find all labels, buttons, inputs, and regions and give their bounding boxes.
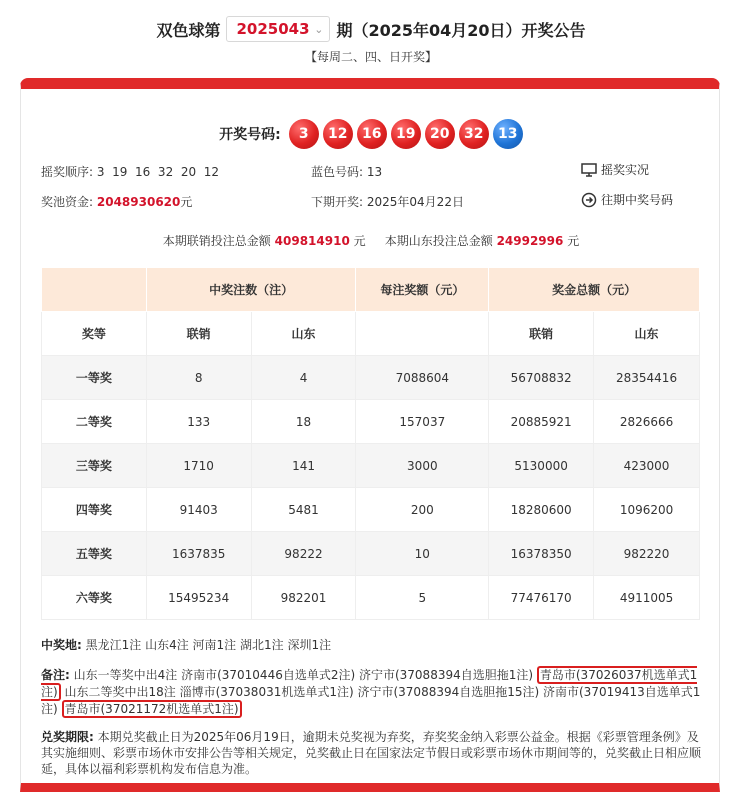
live-draw-label: 摇奖实况 bbox=[601, 163, 650, 177]
prize-pool-unit: 元 bbox=[180, 195, 193, 209]
prize-level: 五等奖 bbox=[42, 532, 147, 576]
per-prize: 7088604 bbox=[356, 356, 489, 400]
total-national: 5130000 bbox=[489, 444, 594, 488]
winners-shandong: 18 bbox=[251, 400, 356, 444]
national-sales-unit: 元 bbox=[353, 234, 366, 248]
next-draw bbox=[311, 193, 464, 210]
national-sales-value: 409814910 bbox=[274, 234, 350, 248]
table-row bbox=[42, 400, 700, 444]
winners-shandong: 982201 bbox=[251, 576, 356, 620]
remarks bbox=[41, 667, 701, 718]
winners-national: 15495234 bbox=[146, 576, 251, 620]
winning-numbers bbox=[21, 119, 721, 149]
per-prize: 10 bbox=[356, 532, 489, 576]
total-shandong: 2826666 bbox=[594, 400, 700, 444]
next-draw-value: 2025年04月22日 bbox=[366, 195, 464, 209]
red-ball: 3 bbox=[289, 119, 319, 149]
prize-level: 四等奖 bbox=[42, 488, 147, 532]
sales-summary bbox=[21, 232, 721, 249]
winners-national: 91403 bbox=[146, 488, 251, 532]
claim-deadline-label: 兑奖期限: bbox=[41, 730, 94, 744]
blue-number bbox=[311, 163, 382, 180]
claim-deadline bbox=[41, 729, 701, 777]
live-draw-link[interactable] bbox=[581, 161, 649, 178]
per-prize: 157037 bbox=[356, 400, 489, 444]
winners-shandong: 4 bbox=[251, 356, 356, 400]
issue-select[interactable] bbox=[226, 16, 330, 42]
shandong-sales-unit: 元 bbox=[567, 234, 580, 248]
subheader-shandong: 山东 bbox=[251, 312, 356, 356]
header-total: 奖金总额（元） bbox=[489, 268, 700, 312]
subheader-shandong: 山东 bbox=[594, 312, 700, 356]
table-row bbox=[42, 532, 700, 576]
national-sales-label: 本期联销投注总金额 bbox=[162, 234, 271, 248]
monitor-icon bbox=[581, 163, 597, 177]
draw-order-value: 3 19 16 32 20 12 bbox=[96, 165, 220, 179]
header-winners: 中奖注数（注） bbox=[146, 268, 356, 312]
winners-shandong: 141 bbox=[251, 444, 356, 488]
prize-pool-label: 奖池资金: bbox=[41, 195, 94, 209]
draw-order bbox=[41, 163, 219, 180]
remarks-label: 备注: bbox=[41, 668, 70, 682]
prize-pool-value: 2048930620 bbox=[96, 195, 181, 209]
history-numbers-link[interactable] bbox=[581, 191, 673, 208]
total-shandong: 28354416 bbox=[594, 356, 700, 400]
announcement-title bbox=[0, 16, 742, 42]
table-row bbox=[42, 488, 700, 532]
highlighted-winner-2: 青岛市(37021172机选单式1注) bbox=[62, 700, 242, 718]
winning-numbers-label: 开奖号码: bbox=[219, 127, 281, 143]
claim-deadline-text: 本期兑奖截止日为2025年06月19日，逾期未兑奖视为弃奖，弃奖奖金纳入彩票公益金。根据《彩票管理条例》及其实施细则、彩票市场休市安排公告等相关规定，兑奖截止日在国家法定节假日或彩票市场休市期间等的，兑奖截止日相应顺延，具体以福利彩票机构发布信息为准。 bbox=[41, 730, 702, 776]
issue-select-value: 2025043 bbox=[236, 20, 310, 38]
winners-national: 1637835 bbox=[146, 532, 251, 576]
table-row bbox=[42, 444, 700, 488]
winners-shandong: 98222 bbox=[251, 532, 356, 576]
prize-level: 三等奖 bbox=[42, 444, 147, 488]
remarks-text-2: 山东二等奖中出18注 淄博市(37038031机选单式1注) 济宁市(37088394自选胆拖15注) 济南市(37019413自选单式1注) bbox=[41, 685, 701, 716]
table-row bbox=[42, 356, 700, 400]
table-header-row bbox=[42, 268, 700, 312]
winners-national: 8 bbox=[146, 356, 251, 400]
history-numbers-label: 往期中奖号码 bbox=[601, 193, 674, 207]
subheader-blank bbox=[356, 312, 489, 356]
blue-number-value: 13 bbox=[366, 165, 383, 179]
header-level: 奖等 bbox=[42, 312, 147, 356]
draw-order-label: 摇奖顺序: bbox=[41, 165, 94, 179]
title-prefix: 双色球第 bbox=[156, 20, 221, 40]
highlighted-winner-1: 青岛市(37026037机选单式1注) bbox=[41, 668, 698, 699]
prize-level: 六等奖 bbox=[42, 576, 147, 620]
header-blank bbox=[42, 268, 147, 312]
chevron-down-icon: ⌄ bbox=[314, 22, 324, 36]
results-panel bbox=[20, 78, 720, 792]
winners-national: 133 bbox=[146, 400, 251, 444]
total-national: 16378350 bbox=[489, 532, 594, 576]
table-row bbox=[42, 576, 700, 620]
per-prize: 200 bbox=[356, 488, 489, 532]
winning-areas-label: 中奖地: bbox=[41, 638, 82, 652]
subheader-national: 联销 bbox=[489, 312, 594, 356]
winning-areas bbox=[41, 637, 701, 653]
next-draw-label: 下期开奖: bbox=[311, 195, 364, 209]
per-prize: 3000 bbox=[356, 444, 489, 488]
red-ball: 12 bbox=[323, 119, 353, 149]
red-ball: 32 bbox=[459, 119, 489, 149]
red-ball: 19 bbox=[391, 119, 421, 149]
prize-level: 一等奖 bbox=[42, 356, 147, 400]
prize-table bbox=[41, 267, 700, 620]
winners-shandong: 5481 bbox=[251, 488, 356, 532]
title-suffix: 期（2025年04月20日）开奖公告 bbox=[336, 20, 586, 40]
table-subheader-row bbox=[42, 312, 700, 356]
winners-national: 1710 bbox=[146, 444, 251, 488]
per-prize: 5 bbox=[356, 576, 489, 620]
draw-schedule: 【每周二、四、日开奖】 bbox=[304, 50, 437, 64]
total-shandong: 4911005 bbox=[594, 576, 700, 620]
total-shandong: 982220 bbox=[594, 532, 700, 576]
remarks-text-1: 山东一等奖中出4注 济南市(37010446自选单式2注) 济宁市(37088394自选胆拖1注) bbox=[69, 668, 537, 682]
blue-ball: 13 bbox=[493, 119, 523, 149]
shandong-sales-value: 24992996 bbox=[496, 234, 564, 248]
red-ball: 20 bbox=[425, 119, 455, 149]
arrow-circle-icon bbox=[581, 192, 597, 208]
total-national: 20885921 bbox=[489, 400, 594, 444]
total-national: 56708832 bbox=[489, 356, 594, 400]
total-national: 18280600 bbox=[489, 488, 594, 532]
subheader-national: 联销 bbox=[146, 312, 251, 356]
total-shandong: 423000 bbox=[594, 444, 700, 488]
blue-number-label: 蓝色号码: bbox=[311, 165, 364, 179]
prize-level: 二等奖 bbox=[42, 400, 147, 444]
total-shandong: 1096200 bbox=[594, 488, 700, 532]
total-national: 77476170 bbox=[489, 576, 594, 620]
winning-areas-value: 黑龙江1注 山东4注 河南1注 湖北1注 深圳1注 bbox=[85, 638, 332, 652]
red-ball: 16 bbox=[357, 119, 387, 149]
shandong-sales-label: 本期山东投注总金额 bbox=[384, 234, 493, 248]
header-per-prize: 每注奖额（元） bbox=[356, 268, 489, 312]
prize-pool bbox=[41, 193, 192, 210]
